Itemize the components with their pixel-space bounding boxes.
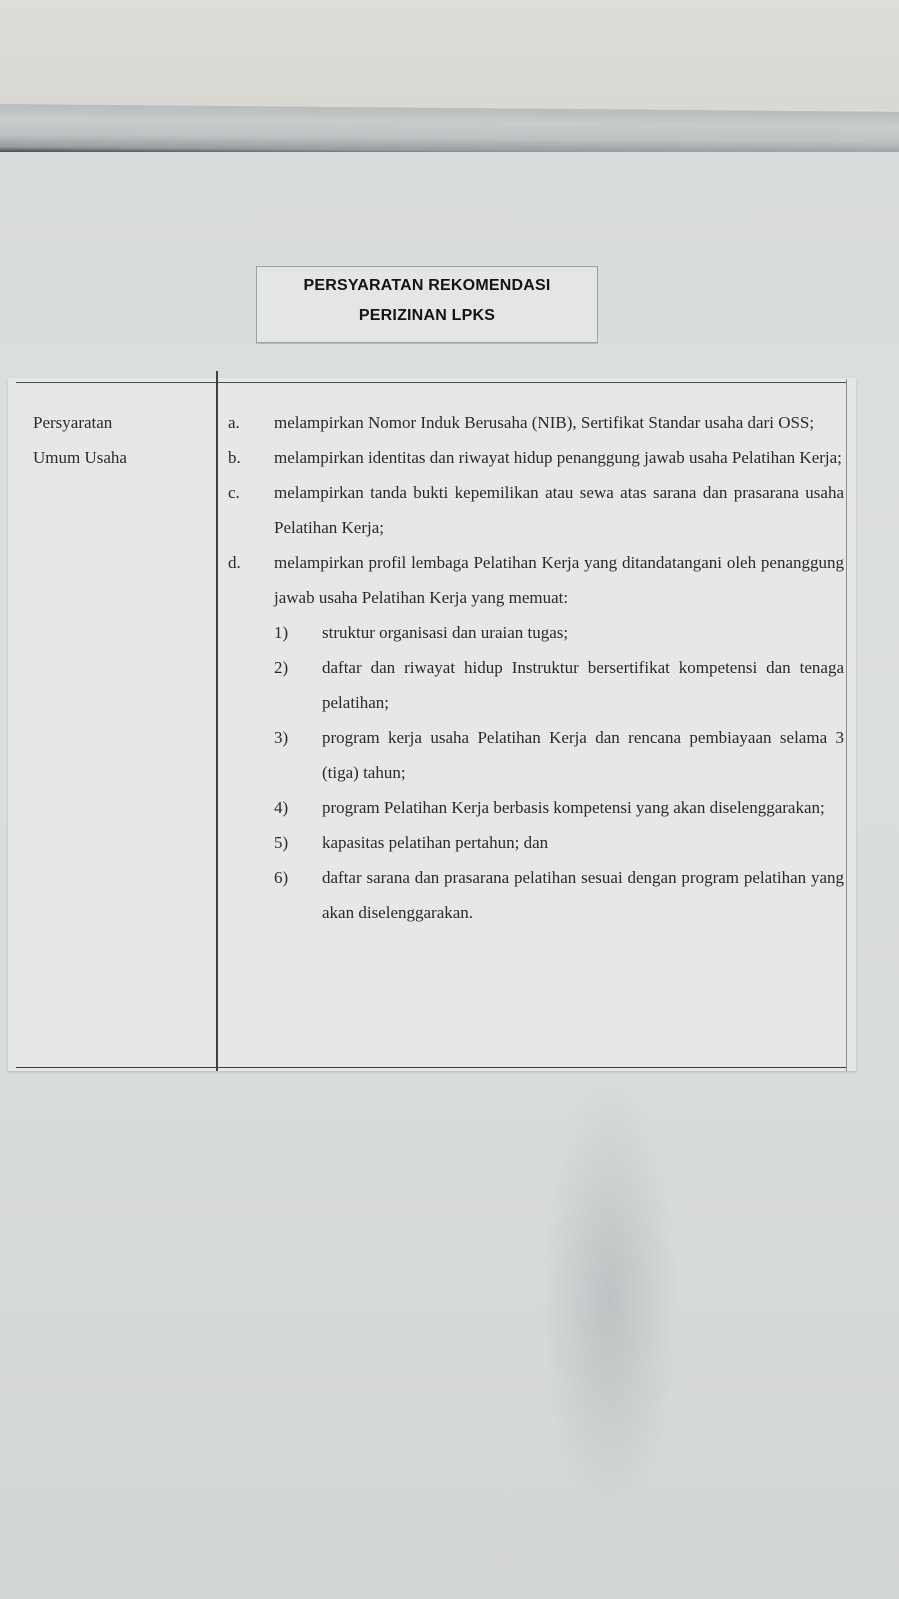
sub-item-3 [274,720,844,790]
item-marker: a. [228,413,240,432]
title-line-2: PERIZINAN LPKS [358,307,496,324]
title-line-1: PERSYARATAN REKOMENDASI [303,277,551,294]
column-divider [216,371,218,1071]
category-label-line-1: Persyaratan [33,413,113,432]
item-marker: c. [228,483,240,502]
requirements-table [16,382,846,1068]
title-paper [256,266,598,343]
sub-item-text: daftar dan riwayat hidup Instruktur bersertifikat kompetensi dan tenaga pelatihan; [322,658,844,712]
sub-item-marker: 1) [274,623,289,642]
item-text: melampirkan profil lembaga Pelatihan Kerja yang ditandatangani oleh penanggung jawab usaha Pelatihan Kerja yang memuat: [274,553,844,607]
requirement-item-b [228,440,844,475]
category-label-line-2: Umum Usaha [33,448,127,467]
sub-item-text: program Pelatihan Kerja berbasis kompetensi yang akan diselenggarakan; [322,798,825,817]
sub-item-6 [274,860,844,930]
sub-item-2 [274,650,844,720]
item-text: melampirkan Nomor Induk Berusaha (NIB), Sertifikat Standar usaha dari OSS; [274,413,815,432]
sub-item-5 [274,825,844,860]
item-text: melampirkan identitas dan riwayat hidup penanggung jawab usaha Pelatihan Kerja; [274,448,842,467]
sub-item-1 [274,615,844,650]
sub-item-marker: 3) [274,728,289,747]
sub-item-marker: 6) [274,868,289,887]
sub-item-4 [274,790,844,825]
requirement-item-c [228,475,844,545]
requirements-cell [228,405,899,930]
requirement-item-d [228,545,844,615]
wall-background [0,0,899,110]
sub-item-text: kapasitas pelatihan pertahun; dan [322,833,549,852]
item-text: melampirkan tanda bukti kepemilikan atau sewa atas sarana dan prasarana usaha Pelatihan Kerja; [274,483,844,537]
sub-item-marker: 4) [274,798,289,817]
item-marker: b. [228,448,241,467]
requirement-item-a [228,405,844,440]
shadow [540,1080,680,1520]
sub-item-text: program kerja usaha Pelatihan Kerja dan rencana pembiayaan selama 3 (tiga) tahun; [322,728,844,782]
sub-item-text: daftar sarana dan prasarana pelatihan sesuai dengan program pelatihan yang akan diselenggarakan. [322,868,844,922]
sub-item-text: struktur organisasi dan uraian tugas; [322,623,569,642]
sub-item-marker: 2) [274,658,289,677]
category-cell [33,405,213,475]
requirements-paper [8,378,856,1071]
sub-item-marker: 5) [274,833,289,852]
item-marker: d. [228,553,241,572]
